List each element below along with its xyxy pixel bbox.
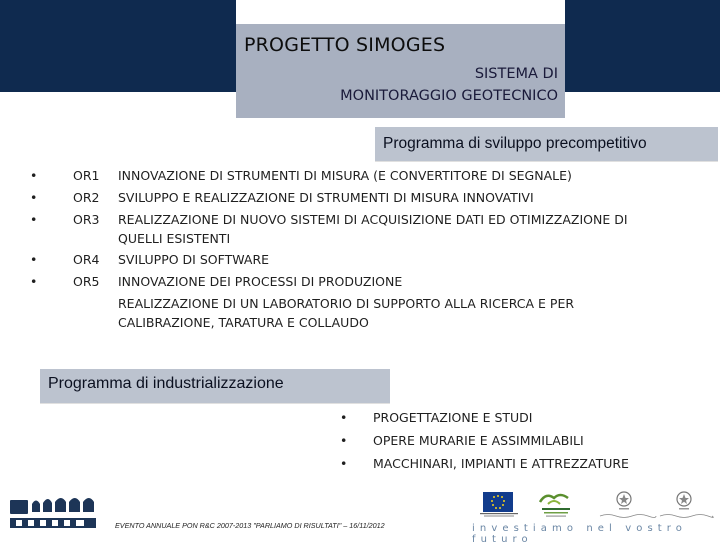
item-description: OPERE MURARIE E ASSIMMILABILI — [373, 433, 584, 448]
bullet: • — [340, 433, 348, 448]
item-description: SVILUPPO DI SOFTWARE — [118, 252, 270, 267]
bullet: • — [340, 410, 348, 425]
eu-caption-icon — [478, 512, 520, 518]
section-heading-box — [40, 369, 390, 403]
section1-list — [30, 166, 710, 334]
eu-stars-icon — [483, 492, 513, 512]
section-heading: Programma di industrializzazione — [48, 375, 284, 392]
footer-slogan: investiamo nel vostro futuro — [472, 523, 687, 545]
list-item — [30, 210, 710, 250]
section-heading: Programma di sviluppo precompetitivo — [383, 135, 647, 152]
header-band-left — [0, 0, 236, 92]
list-item — [30, 188, 710, 210]
item-description: PROGETTAZIONE E STUDI — [373, 410, 533, 425]
item-description: INNOVAZIONE DI STRUMENTI DI MISURA (E CONVERTITORE DI SEGNALE) — [118, 168, 572, 183]
item-description: REALIZZAZIONE DI UN LABORATORIO DI SUPPORTO ALLA RICERCA E PER CALIBRAZIONE, TARATURA E COLLAUDO — [118, 296, 575, 330]
bullet: • — [30, 274, 38, 289]
list-item — [340, 454, 710, 477]
item-code: OR3 — [73, 212, 100, 227]
item-description: INNOVAZIONE DEI PROCESSI DI PRODUZIONE — [118, 274, 403, 289]
list-item — [30, 272, 710, 294]
ministry-caption-icon — [658, 512, 714, 520]
item-description: SVILUPPO E REALIZZAZIONE DI STRUMENTI DI MISURA INNOVATIVI — [118, 190, 534, 205]
list-item — [30, 166, 710, 188]
bullet: • — [340, 456, 348, 471]
subtitle-line-2: MONITORAGGIO GEOTECNICO — [340, 88, 558, 104]
bullet: • — [30, 168, 38, 183]
item-code: OR1 — [73, 168, 100, 183]
list-item — [340, 408, 710, 431]
republic-emblem — [674, 490, 694, 512]
bullet: • — [30, 190, 38, 205]
page-title: PROGETTO SIMOGES — [244, 34, 446, 56]
section2-list — [340, 408, 710, 477]
list-item — [30, 294, 710, 334]
ministry-caption-icon — [598, 512, 658, 520]
eu-flag-logo — [483, 492, 513, 512]
section-heading-box — [375, 127, 718, 161]
header-band-right — [565, 0, 720, 92]
republic-emblem — [614, 490, 634, 512]
pon-logo — [534, 490, 576, 520]
page-subtitle — [258, 63, 558, 107]
footer-event-text: EVENTO ANNUALE PON R&C 2007-2013 "PARLIAMO DI RISULTATI" – 16/11/2012 — [115, 521, 385, 530]
list-item — [30, 250, 710, 272]
title-box-cutout — [326, 0, 565, 24]
company-logo — [10, 494, 110, 532]
bullet: • — [30, 212, 38, 227]
item-code: OR5 — [73, 274, 100, 289]
item-description: MACCHINARI, IMPIANTI E ATTREZZATURE — [373, 456, 629, 471]
bullet: • — [30, 252, 38, 267]
subtitle-line-1: SISTEMA DI — [474, 66, 558, 82]
list-item — [340, 431, 710, 454]
item-code: OR4 — [73, 252, 100, 267]
item-code: OR2 — [73, 190, 100, 205]
item-description: REALIZZAZIONE DI NUOVO SISTEMI DI ACQUISIZIONE DATI ED OTIMIZZAZIONE DI QUELLI ESISTENTI — [118, 212, 628, 246]
